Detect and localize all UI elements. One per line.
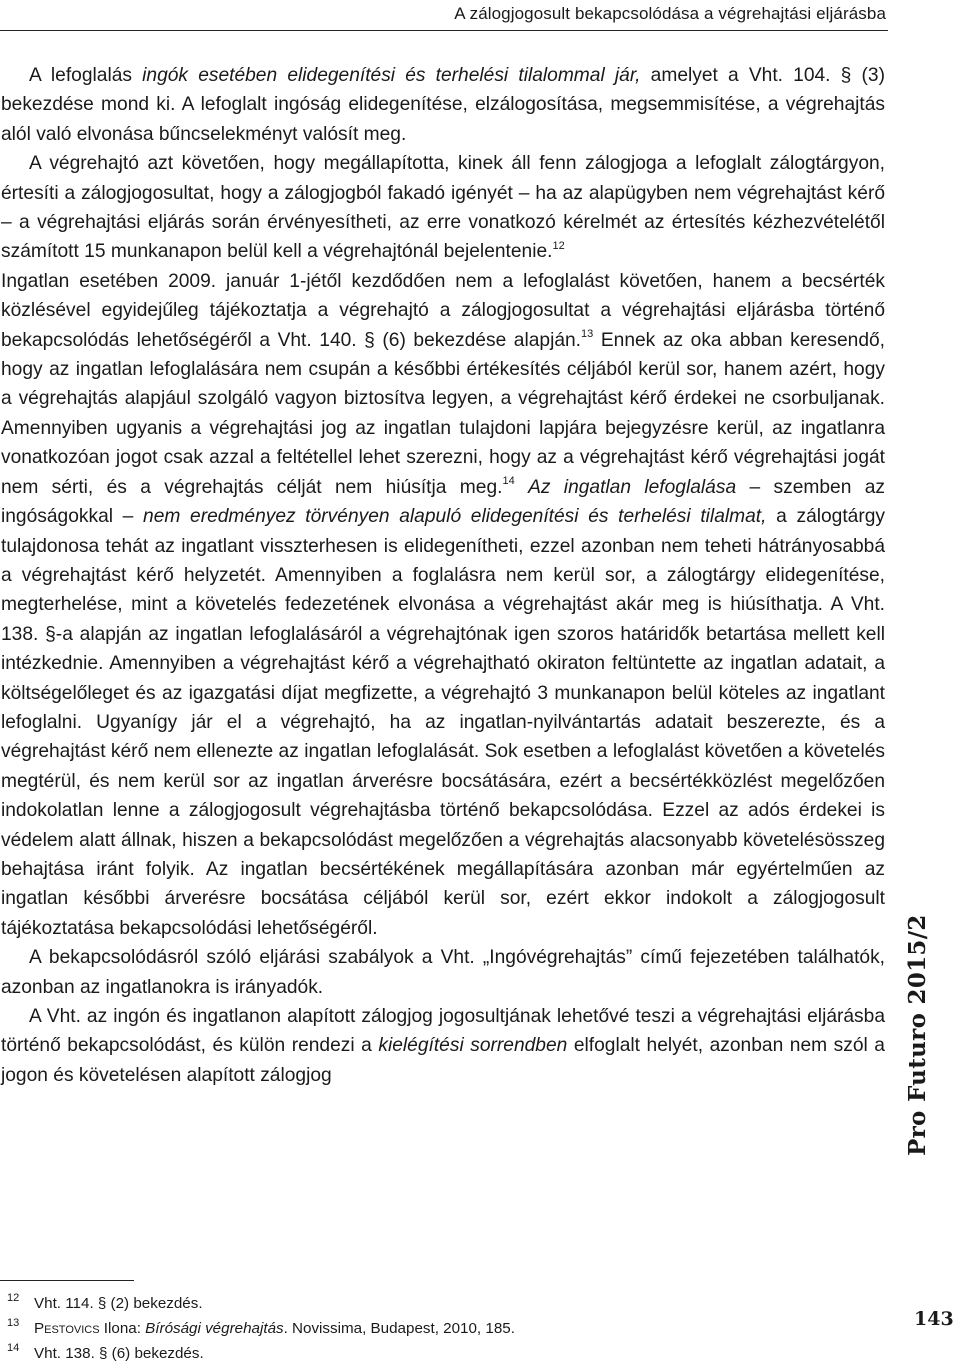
p3-text-g: a zálogtárgy tulajdonosa tehát az ingatlant visszterhesen is elidegenítheti, ezzel azonban nem teheti hátrányosabbá a végrehajtást kérő helyzetét. Amennyiben a foglalásra nem kerül sor, a zálogtárgy elidegenítése, megterhelése, mint a követelés fedezetének elvonása a végrehajtást akár meg is hiúsíthatja. A Vht. 138. §-a alapján az ingatlan lefoglalásáról a végrehajtónak igen szoros határidők betartása mellett kell intézkednie. Amennyiben a végrehajtást kérő a végrehajtható okiraton feltüntette az ingatlan adatait, a költségelőleget és az igazgatási díjat megfizette, a végrehajtó 3 munkanapon belül köteles az ingatlant lefoglalni. Ugyanígy jár el a végrehajtó, ha az ingatlan-nyilvántartás adatait beszerezte, és a végrehajtást kérő nem ellenezte az ingatlan lefoglalását. Sok esetben a lefoglalást követően a követelés megtérül, és nem kerül sor az ingatlan árverésre bocsátására, ezért a becsértékközlést megelőzően indokolatlan lenne a zálogjogosult végrehajtásba történő bekapcsolódása. Ezzel az adós érdekei is védelem alatt állnak, hiszen a bekapcsolódást megelőzően a végrehajtás alacsonyabb követelésösszeg behajtása iránt folyik. Az ingatlan becsértékének megállapítására azonban már egyértelműen az ingatlan későbbi árverésre bocsátása céljából kerül sor, ezért ekkor indokolt a zálogjogosult tájékoztatása bekapcsolódási lehetőségéről. <box>1 506 885 939</box>
footnote-number: 13 <box>7 1317 20 1329</box>
footnote-title: Bírósági végrehajtás <box>145 1320 284 1337</box>
p5-emphasis: kielégítési sorrendben <box>378 1035 568 1057</box>
footnote-ref-13[interactable]: 13 <box>581 328 594 341</box>
footnote-ref-14[interactable]: 14 <box>502 475 515 488</box>
p2-text: A végrehajtó azt követően, hogy megállapította, kinek áll fenn zálogjoga a lefoglalt zálogtárgyon, értesíti a zálogjogosultat, hogy a zálogjogból fakadó igényét – ha az alapügyben nem végrehajtást kérő – a végrehajtási eljárás során érvényesítheti, az erre vonatkozó kérelmét az értesítés kézhezvételétől számított 15 munkanapon belül kell a végrehajtónál bejelentenie. <box>1 153 885 263</box>
footnote-12 <box>0 1291 880 1316</box>
p5-text-c: elfoglalt helyét, azonban nem szól a jogon és követelésen alapított zálogjog <box>1 1035 885 1086</box>
footnotes <box>0 1291 880 1366</box>
footnote-number: 12 <box>7 1292 20 1304</box>
footnote-text: Vht. 138. § (6) bekezdés. <box>34 1345 204 1362</box>
header-rule <box>0 30 888 31</box>
p3-emphasis-2: nem eredményez törvényen alapuló elidegenítési és terhelési tilalmat, <box>143 506 767 528</box>
p1-text-c: amelyet a Vht. 104. § (3) bekezdése mond ki. A lefoglalt ingóság elidegenítése, elzálogosítása, megsemmisítése, a végrehajtás alól való elvonása bűncselekményt valósít meg. <box>1 65 885 145</box>
footnote-ref-12[interactable]: 12 <box>552 240 565 253</box>
paragraph-2 <box>1 149 885 267</box>
journal-side-label: Pro Futuro 2015/2 <box>904 914 931 1156</box>
footnote-13 <box>0 1316 880 1341</box>
paragraph-1 <box>1 61 885 149</box>
p3-text-a: Ingatlan esetében 2009. január 1-jétől kezdődően nem a lefoglalást követően, hanem a becsérték közlésével egyidejűleg tájékoztatja a végrehajtó a zálogjogosultat a végrehajtási eljárásba történő bekapcsolódás lehetőségéről a Vht. 140. § (6) bekezdése alapján. <box>1 270 885 351</box>
footnote-rule <box>0 1280 134 1281</box>
footnote-text-a: Ilona: <box>99 1320 146 1337</box>
p3-text-e: – szemben az ingóságokkal – <box>1 476 885 528</box>
main-text <box>1 61 885 1090</box>
footnote-author: Pestovics <box>34 1320 100 1337</box>
footnote-number: 14 <box>7 1342 20 1354</box>
footnote-text-b: . Novissima, Budapest, 2010, 185. <box>283 1320 515 1337</box>
p1-text-a: A lefoglalás <box>29 65 143 86</box>
running-header: A zálogjogosult bekapcsolódása a végrehajtási eljárásba <box>454 4 886 23</box>
footnote-text: Vht. 114. § (2) bekezdés. <box>34 1295 203 1312</box>
p3-text-b: Ennek az oka abban keresendő, hogy az ingatlan lefoglalására nem csupán a későbbi értékesítés céljából kerül sor, hanem azért, hogy a végrehajtás alapjául szolgáló vagyon biztosítva legyen, a végrehajtást kérő érdekei ne csorbuljanak. Amennyiben ugyanis a végrehajtási jog az ingatlan tulajdoni lapjára bejegyzésre kerül, az ingatlanra vonatkozóan jogot csak azzal a feltétellel lehet szerezni, hogy az a végrehajtást kérő végrehajtási jogát nem sérti, és a végrehajtás célját nem hiúsítja meg. <box>1 329 885 498</box>
footnote-14 <box>0 1341 880 1366</box>
p5-text-a: A Vht. az ingón és ingatlanon alapított zálogjog jogosultjának lehetővé teszi a végrehajtási eljárásba történő bekapcsolódást, és külön rendezi a <box>1 1006 885 1057</box>
paragraph-4: A bekapcsolódásról szóló eljárási szabályok a Vht. „Ingóvégrehajtás” című fejezetében találhatók, azonban az ingatlanokra is irányadók. <box>1 947 885 998</box>
page-number: 143 <box>914 1308 954 1330</box>
paragraph-3 <box>1 267 885 943</box>
p1-emphasis: ingók esetében elidegenítési és terhelési tilalommal jár, <box>142 65 641 86</box>
paragraph-5 <box>1 1002 885 1090</box>
p3-emphasis-1: Az ingatlan lefoglalása <box>528 476 737 498</box>
p3-text-c <box>515 477 528 498</box>
